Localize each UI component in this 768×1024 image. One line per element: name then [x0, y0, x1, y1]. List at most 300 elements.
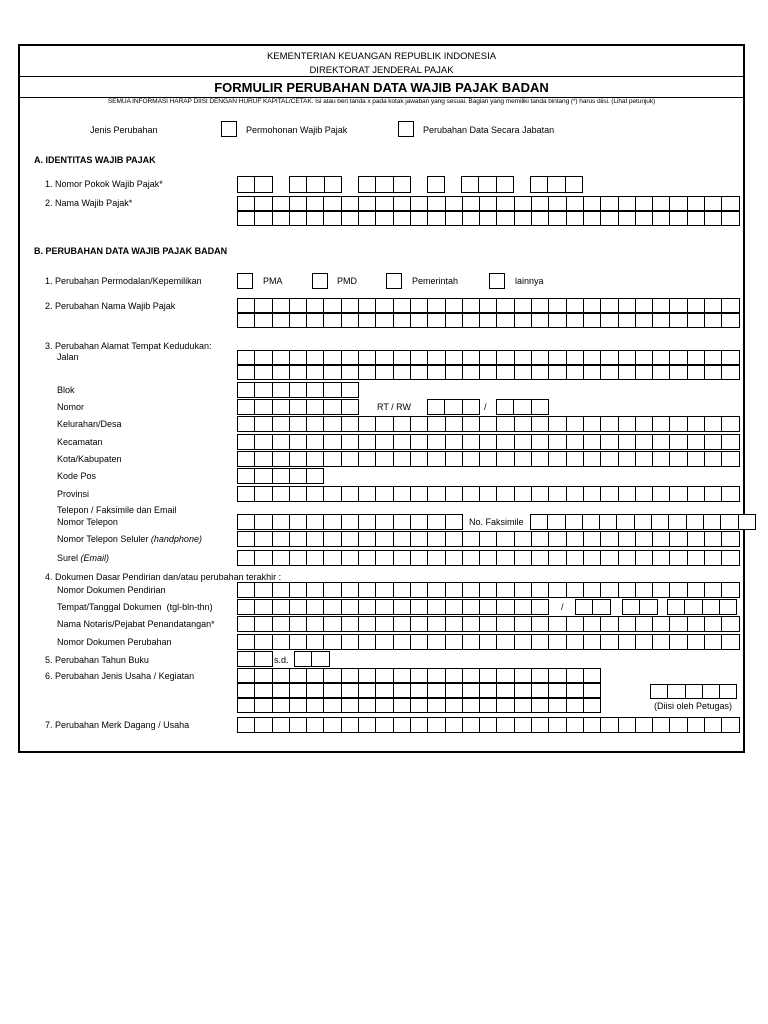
char-box[interactable] [238, 583, 255, 597]
char-box[interactable] [376, 299, 393, 312]
char-box[interactable] [394, 314, 411, 327]
char-box[interactable] [549, 366, 566, 379]
char-box[interactable] [342, 600, 359, 614]
char-box[interactable] [480, 314, 497, 327]
char-box[interactable] [342, 583, 359, 597]
char-box[interactable] [428, 400, 445, 414]
char-box[interactable] [324, 669, 341, 682]
char-box[interactable] [446, 351, 463, 364]
char-box[interactable] [394, 366, 411, 379]
char-box[interactable] [394, 452, 411, 466]
char-box[interactable] [428, 314, 445, 327]
business-row-1[interactable] [237, 668, 601, 683]
char-box[interactable] [411, 351, 428, 364]
char-box[interactable] [670, 487, 687, 501]
char-box[interactable] [636, 452, 653, 466]
char-box[interactable] [325, 177, 342, 192]
char-box[interactable] [342, 635, 359, 649]
char-box[interactable] [238, 452, 255, 466]
char-box[interactable] [567, 435, 584, 449]
char-box[interactable] [722, 532, 739, 546]
char-box[interactable] [394, 583, 411, 597]
char-box[interactable] [255, 669, 272, 682]
char-box[interactable] [497, 452, 514, 466]
char-box[interactable] [532, 212, 549, 225]
char-box[interactable] [376, 351, 393, 364]
char-box[interactable] [359, 617, 376, 631]
char-box[interactable] [515, 487, 532, 501]
char-box[interactable] [273, 212, 290, 225]
char-box[interactable] [324, 532, 341, 546]
char-box[interactable] [428, 699, 445, 712]
char-box[interactable] [324, 314, 341, 327]
char-box[interactable] [686, 685, 703, 698]
char-box[interactable] [636, 299, 653, 312]
char-box[interactable] [705, 487, 722, 501]
char-box[interactable] [497, 635, 514, 649]
char-box[interactable] [497, 314, 514, 327]
char-box[interactable] [307, 351, 324, 364]
char-box[interactable] [567, 635, 584, 649]
char-box[interactable] [705, 635, 722, 649]
char-box[interactable] [549, 314, 566, 327]
char-box[interactable] [653, 299, 670, 312]
char-box[interactable] [583, 515, 600, 529]
number-input[interactable] [237, 399, 359, 415]
char-box[interactable] [324, 351, 341, 364]
char-box[interactable] [342, 417, 359, 431]
char-box[interactable] [446, 684, 463, 697]
char-box[interactable] [619, 435, 636, 449]
char-box[interactable] [653, 718, 670, 732]
char-box[interactable] [688, 351, 705, 364]
char-box[interactable] [532, 635, 549, 649]
char-box[interactable] [722, 487, 739, 501]
char-box[interactable] [428, 718, 445, 732]
char-box[interactable] [446, 299, 463, 312]
char-box[interactable] [376, 366, 393, 379]
char-box[interactable] [290, 669, 307, 682]
char-box[interactable] [704, 515, 721, 529]
char-box[interactable] [307, 452, 324, 466]
char-box[interactable] [515, 600, 532, 614]
char-box[interactable] [359, 532, 376, 546]
char-box[interactable] [670, 532, 687, 546]
char-box[interactable] [584, 669, 601, 682]
char-box[interactable] [515, 718, 532, 732]
char-box[interactable] [601, 551, 618, 565]
char-box[interactable] [273, 314, 290, 327]
char-box[interactable] [359, 699, 376, 712]
char-box[interactable] [255, 400, 272, 414]
char-box[interactable] [411, 452, 428, 466]
char-box[interactable] [446, 452, 463, 466]
char-box[interactable] [619, 366, 636, 379]
char-box[interactable] [411, 718, 428, 732]
char-box[interactable] [290, 400, 307, 414]
char-box[interactable] [255, 366, 272, 379]
char-box[interactable] [376, 487, 393, 501]
char-box[interactable] [273, 515, 290, 529]
char-box[interactable] [290, 617, 307, 631]
char-box[interactable] [652, 515, 669, 529]
mobile-input[interactable] [237, 531, 740, 547]
char-box[interactable] [463, 435, 480, 449]
char-box[interactable] [497, 551, 514, 565]
char-box[interactable] [515, 314, 532, 327]
npwp-group-1[interactable] [237, 176, 273, 193]
char-box[interactable] [601, 617, 618, 631]
char-box[interactable] [687, 515, 704, 529]
char-box[interactable] [238, 351, 255, 364]
char-box[interactable] [411, 314, 428, 327]
char-box[interactable] [446, 583, 463, 597]
phone-input[interactable] [237, 514, 463, 530]
char-box[interactable] [463, 452, 480, 466]
char-box[interactable] [584, 351, 601, 364]
char-box[interactable] [238, 487, 255, 501]
char-box[interactable] [584, 299, 601, 312]
char-box[interactable] [567, 684, 584, 697]
char-box[interactable] [584, 684, 601, 697]
char-box[interactable] [428, 617, 445, 631]
char-box[interactable] [532, 351, 549, 364]
char-box[interactable] [307, 718, 324, 732]
business-row-3[interactable] [237, 698, 601, 713]
char-box[interactable] [324, 684, 341, 697]
char-box[interactable] [549, 435, 566, 449]
char-box[interactable] [411, 617, 428, 631]
char-box[interactable] [497, 699, 514, 712]
char-box[interactable] [705, 452, 722, 466]
char-box[interactable] [359, 177, 376, 192]
char-box[interactable] [619, 583, 636, 597]
char-box[interactable] [705, 314, 722, 327]
char-box[interactable] [515, 583, 532, 597]
char-box[interactable] [705, 617, 722, 631]
char-box[interactable] [653, 197, 670, 210]
char-box[interactable] [376, 515, 393, 529]
char-box[interactable] [688, 532, 705, 546]
char-box[interactable] [722, 583, 739, 597]
char-box[interactable] [428, 177, 445, 192]
char-box[interactable] [359, 452, 376, 466]
char-box[interactable] [238, 400, 255, 414]
char-box[interactable] [705, 299, 722, 312]
char-box[interactable] [463, 400, 480, 414]
char-box[interactable] [532, 197, 549, 210]
char-box[interactable] [567, 212, 584, 225]
char-box[interactable] [273, 435, 290, 449]
char-box[interactable] [480, 635, 497, 649]
char-box[interactable] [619, 617, 636, 631]
char-box[interactable] [238, 684, 255, 697]
char-box[interactable] [584, 718, 601, 732]
char-box[interactable] [640, 600, 657, 614]
char-box[interactable] [497, 351, 514, 364]
char-box[interactable] [394, 212, 411, 225]
char-box[interactable] [359, 515, 376, 529]
char-box[interactable] [463, 299, 480, 312]
char-box[interactable] [722, 635, 739, 649]
char-box[interactable] [567, 314, 584, 327]
char-box[interactable] [532, 366, 549, 379]
char-box[interactable] [411, 299, 428, 312]
char-box[interactable] [705, 366, 722, 379]
char-box[interactable] [688, 487, 705, 501]
char-box[interactable] [584, 532, 601, 546]
char-box[interactable] [619, 532, 636, 546]
capital-government-checkbox[interactable] [386, 273, 402, 289]
char-box[interactable] [428, 635, 445, 649]
char-box[interactable] [479, 177, 496, 192]
change-type-official-checkbox[interactable] [398, 121, 414, 137]
char-box[interactable] [636, 314, 653, 327]
char-box[interactable] [463, 366, 480, 379]
char-box[interactable] [480, 299, 497, 312]
char-box[interactable] [238, 197, 255, 210]
char-box[interactable] [290, 551, 307, 565]
char-box[interactable] [307, 669, 324, 682]
char-box[interactable] [584, 197, 601, 210]
char-box[interactable] [480, 532, 497, 546]
char-box[interactable] [515, 299, 532, 312]
char-box[interactable] [480, 417, 497, 431]
rw-input[interactable] [496, 399, 549, 415]
char-box[interactable] [238, 299, 255, 312]
postal-code-input[interactable] [237, 468, 324, 484]
char-box[interactable] [359, 299, 376, 312]
char-box[interactable] [567, 551, 584, 565]
char-box[interactable] [549, 417, 566, 431]
char-box[interactable] [428, 551, 445, 565]
char-box[interactable] [722, 212, 739, 225]
char-box[interactable] [668, 685, 685, 698]
char-box[interactable] [255, 635, 272, 649]
char-box[interactable] [290, 699, 307, 712]
char-box[interactable] [670, 314, 687, 327]
char-box[interactable] [312, 652, 329, 666]
char-box[interactable] [376, 617, 393, 631]
npwp-group-5[interactable] [461, 176, 514, 193]
char-box[interactable] [446, 635, 463, 649]
char-box[interactable] [342, 314, 359, 327]
char-box[interactable] [394, 515, 411, 529]
char-box[interactable] [584, 487, 601, 501]
char-box[interactable] [515, 435, 532, 449]
char-box[interactable] [324, 383, 341, 397]
char-box[interactable] [705, 197, 722, 210]
char-box[interactable] [584, 635, 601, 649]
char-box[interactable] [273, 383, 290, 397]
char-box[interactable] [342, 718, 359, 732]
char-box[interactable] [394, 699, 411, 712]
char-box[interactable] [705, 532, 722, 546]
char-box[interactable] [446, 532, 463, 546]
char-box[interactable] [255, 718, 272, 732]
char-box[interactable] [532, 417, 549, 431]
char-box[interactable] [497, 366, 514, 379]
char-box[interactable] [515, 212, 532, 225]
char-box[interactable] [653, 351, 670, 364]
char-box[interactable] [273, 635, 290, 649]
char-box[interactable] [238, 366, 255, 379]
char-box[interactable] [359, 435, 376, 449]
char-box[interactable] [238, 417, 255, 431]
char-box[interactable] [307, 417, 324, 431]
char-box[interactable] [567, 452, 584, 466]
char-box[interactable] [497, 583, 514, 597]
char-box[interactable] [273, 351, 290, 364]
business-row-2[interactable] [237, 683, 601, 698]
street-row-1[interactable] [237, 350, 740, 365]
char-box[interactable] [549, 718, 566, 732]
char-box[interactable] [497, 197, 514, 210]
char-box[interactable] [480, 487, 497, 501]
block-input[interactable] [237, 382, 359, 398]
char-box[interactable] [359, 600, 376, 614]
char-box[interactable] [446, 435, 463, 449]
char-box[interactable] [722, 314, 739, 327]
village-input[interactable] [237, 416, 740, 432]
char-box[interactable] [480, 699, 497, 712]
char-box[interactable] [342, 699, 359, 712]
char-box[interactable] [295, 652, 312, 666]
char-box[interactable] [636, 417, 653, 431]
char-box[interactable] [532, 684, 549, 697]
char-box[interactable] [255, 699, 272, 712]
char-box[interactable] [273, 699, 290, 712]
char-box[interactable] [584, 452, 601, 466]
char-box[interactable] [290, 583, 307, 597]
char-box[interactable] [549, 212, 566, 225]
char-box[interactable] [273, 469, 290, 483]
char-box[interactable] [515, 532, 532, 546]
char-box[interactable] [670, 417, 687, 431]
char-box[interactable] [428, 684, 445, 697]
char-box[interactable] [411, 487, 428, 501]
char-box[interactable] [273, 617, 290, 631]
char-box[interactable] [376, 699, 393, 712]
char-box[interactable] [359, 551, 376, 565]
char-box[interactable] [463, 600, 480, 614]
char-box[interactable] [273, 583, 290, 597]
char-box[interactable] [601, 314, 618, 327]
char-box[interactable] [549, 299, 566, 312]
char-box[interactable] [653, 314, 670, 327]
char-box[interactable] [324, 366, 341, 379]
char-box[interactable] [705, 718, 722, 732]
char-box[interactable] [238, 314, 255, 327]
char-box[interactable] [342, 212, 359, 225]
char-box[interactable] [549, 635, 566, 649]
char-box[interactable] [532, 699, 549, 712]
doc-date-month[interactable] [622, 599, 658, 615]
char-box[interactable] [688, 551, 705, 565]
char-box[interactable] [532, 617, 549, 631]
char-box[interactable] [342, 515, 359, 529]
doc-date-day[interactable] [575, 599, 611, 615]
char-box[interactable] [532, 299, 549, 312]
char-box[interactable] [359, 212, 376, 225]
char-box[interactable] [376, 635, 393, 649]
char-box[interactable] [411, 600, 428, 614]
char-box[interactable] [290, 452, 307, 466]
char-box[interactable] [480, 351, 497, 364]
char-box[interactable] [567, 487, 584, 501]
char-box[interactable] [411, 532, 428, 546]
char-box[interactable] [307, 197, 324, 210]
char-box[interactable] [584, 435, 601, 449]
char-box[interactable] [290, 177, 307, 192]
char-box[interactable] [593, 600, 610, 614]
brand-input[interactable] [237, 717, 740, 733]
npwp-group-3[interactable] [358, 176, 411, 193]
char-box[interactable] [359, 718, 376, 732]
char-box[interactable] [688, 212, 705, 225]
char-box[interactable] [688, 583, 705, 597]
char-box[interactable] [705, 417, 722, 431]
char-box[interactable] [705, 551, 722, 565]
char-box[interactable] [670, 718, 687, 732]
email-input[interactable] [237, 550, 740, 566]
char-box[interactable] [376, 452, 393, 466]
char-box[interactable] [428, 600, 445, 614]
founding-doc-input[interactable] [237, 582, 740, 598]
char-box[interactable] [342, 383, 359, 397]
char-box[interactable] [273, 532, 290, 546]
char-box[interactable] [359, 417, 376, 431]
char-box[interactable] [428, 532, 445, 546]
fiscal-year-to[interactable] [294, 651, 330, 667]
char-box[interactable] [463, 197, 480, 210]
char-box[interactable] [601, 718, 618, 732]
char-box[interactable] [601, 351, 618, 364]
char-box[interactable] [601, 635, 618, 649]
char-box[interactable] [636, 487, 653, 501]
char-box[interactable] [636, 212, 653, 225]
char-box[interactable] [670, 435, 687, 449]
char-box[interactable] [290, 197, 307, 210]
char-box[interactable] [307, 366, 324, 379]
char-box[interactable] [623, 600, 640, 614]
char-box[interactable] [290, 469, 307, 483]
npwp-group-2[interactable] [289, 176, 342, 193]
char-box[interactable] [463, 583, 480, 597]
char-box[interactable] [307, 314, 324, 327]
char-box[interactable] [255, 197, 272, 210]
char-box[interactable] [324, 417, 341, 431]
char-box[interactable] [411, 699, 428, 712]
char-box[interactable] [549, 532, 566, 546]
char-box[interactable] [290, 212, 307, 225]
char-box[interactable] [411, 669, 428, 682]
char-box[interactable] [688, 197, 705, 210]
char-box[interactable] [342, 452, 359, 466]
char-box[interactable] [411, 684, 428, 697]
char-box[interactable] [567, 351, 584, 364]
char-box[interactable] [273, 600, 290, 614]
char-box[interactable] [255, 532, 272, 546]
char-box[interactable] [273, 417, 290, 431]
rt-input[interactable] [427, 399, 480, 415]
char-box[interactable] [480, 669, 497, 682]
char-box[interactable] [515, 351, 532, 364]
char-box[interactable] [376, 718, 393, 732]
char-box[interactable] [532, 400, 549, 414]
char-box[interactable] [394, 684, 411, 697]
char-box[interactable] [255, 684, 272, 697]
